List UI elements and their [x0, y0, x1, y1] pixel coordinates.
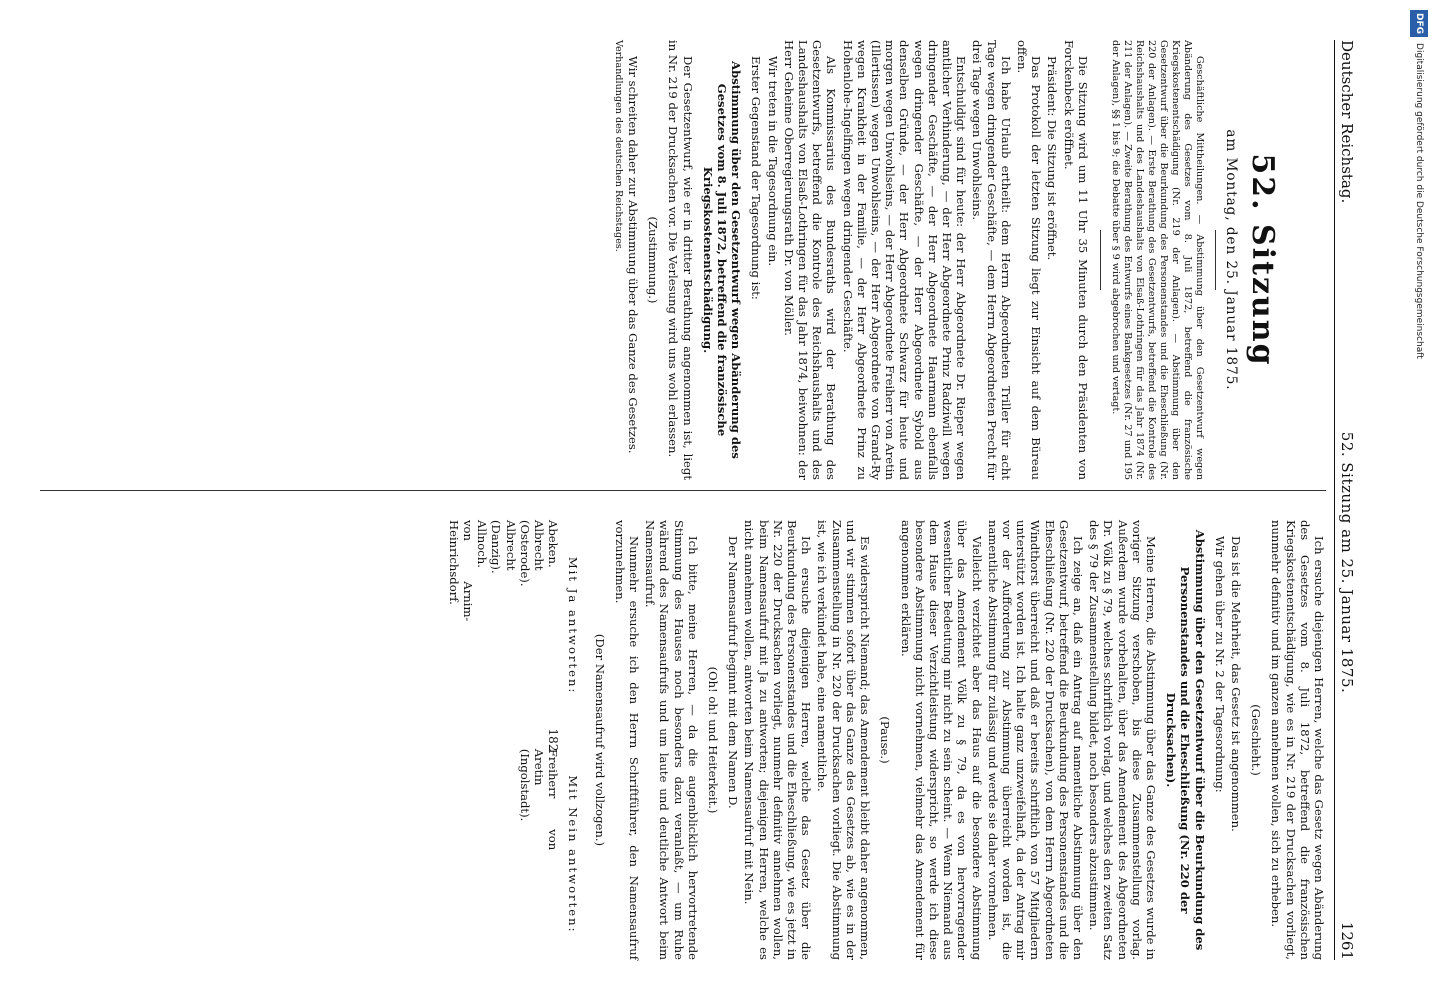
right-column — [447, 520, 1326, 960]
paragraph: Wir gehen über zu Nr. 2 der Tagesordnung: — [1212, 536, 1227, 793]
dfg-logo: DFG — [1410, 10, 1428, 37]
paragraph: Der Gesetzentwurf, wie er in dritter Berathung angenommen ist, liegt in Nr. 219 der Drucksachen vor. Die Verlesung wird uns wohl erlassen. — [666, 40, 695, 480]
paragraph: Der Namensaufruf beginnt mit dem Namen D. — [726, 536, 741, 809]
paragraph: Das Protokoll der letzten Sitzung liegt zur Einsicht auf dem Büreau offen. — [1014, 40, 1044, 480]
paragraph-note: (Der Namensaufruf wird vollzogen.) — [592, 633, 607, 847]
column-divider — [40, 490, 1326, 491]
agenda-heading: Abstimmung über den Gesetzentwurf über die Beurkundung des Personenstandes und die Eheschließung (Nr. 220 der Drucksachen). — [1164, 529, 1207, 951]
paragraph-note: (Oh! oh! und Heiterkeit.) — [706, 666, 721, 814]
paragraph: Erster Gegenstand der Tagesordnung ist: — [749, 56, 764, 300]
paragraph: Meine Herren, die Abstimmung über das Ganze des Gesetzes wurde in voriger Sitzung verschoben, bis diese Zusammenstellung vorlag. Außerdem wurde vorbehalten, über das Amendement des Abgeordneten Dr. Völk zu § 79, welches schriftlich vorlag, und welches den zweiten Satz des § 79 der Zusammenstellung bildet, noch besonders abzustimmen. — [1087, 520, 1158, 960]
paragraph: Nunmehr ersuche ich den Herrn Schriftführer, den Namensaufruf vorzunehmen. — [612, 520, 642, 960]
session-title: 52. Sitzung — [1245, 153, 1280, 367]
header-middle: 52. Sitzung am 25. Januar 1875. — [1338, 431, 1356, 694]
list-item: Albrecht (Danzig). — [489, 520, 518, 574]
paragraph: Ich ersuche diejenigen Herren, welche das Gesetz wegen Abänderung des Gesetzes vom 8. Juli 1872, betreffend die französischen Kriegskostenentschädigung, wie es in Nr. 219 der Drucksachen vorliegt, nunmehr definitiv und im ganzen annehmen wollen, sich zu erheben. — [1269, 520, 1326, 960]
nein-list — [447, 749, 587, 960]
list-item: Abeken. — [546, 520, 561, 568]
paragraph: Die Sitzung wird um 11 Uhr 35 Minuten durch den Präsidenten von Forckenbeck eröffnet. — [1061, 40, 1090, 480]
paragraph: Vielleicht verzichtet aber das Haus auf die besondere Abstimmung über das Amendement Völk zu § 79, da es von hervorragender wesentlicher Bedeutung mir nicht zu sein scheint. — Wenn Niemand aus dem Hause dieser Verzichtleistung widerspricht, so werde ich diese besondere Abstimmung nicht vornehmen, vielmehr das Amendement für angenommen erklären. — [898, 520, 984, 960]
title-rule — [1215, 230, 1216, 290]
paragraph: Wir treten in die Tagesordnung ein. — [765, 56, 780, 267]
vote-lists — [447, 520, 587, 960]
dfg-credit — [1410, 10, 1428, 990]
session-date: am Montag, den 25. Januar 1875. — [1223, 129, 1239, 391]
page-header — [1334, 40, 1362, 960]
paragraph-note: (Geschieht.) — [1249, 704, 1264, 776]
summary-rule — [1100, 230, 1101, 290]
session-summary: Geschäftliche Mittheilungen. — Abstimmung über den Gesetzentwurf wegen Abänderung des Gesetzes vom 8. Juli 1872, betreffend die französische Kriegskostenentschädigung (Nr. 219 der Anlagen). — Abstimmung über den Gesetzentwurf über die Beurkundung des Personenstandes und die Eheschließung (Nr. 220 der Anlagen). — Erste Berathung des Gesetzentwurfs, betreffend die Kontrole des Reichshaushalts und des Landeshaushalts von Elsaß-Lothringen für das Jahr 1874 (Nr. 211 der Anlagen). — Zweite Berathung des Entwurfs eines Bankgesetzes (Nr. 27 und 195 der Anlagen), §§ 1 bis 9; die Debatte über § 9 wird abgebrochen und vertagt. — [1109, 40, 1205, 480]
page-marker: 182 — [546, 728, 560, 752]
paragraph: Als Kommissarius des Bundesraths wird der Berathung des Gesetzentwurfs, betreffend die Kontrole des Reichshaushalts und des Landeshaushalts von Elsaß-Lothringen für das Jahr 1874, beiwohnen: der Herr Geheime Oberregierungsrath Dr. von Möller. — [781, 40, 839, 480]
paragraph: Ich bitte, meine Herren, — da die augenblicklich hervortretende Stimmung des Hauses noch besonders dazu veranlaßt, — um Ruhe während des Namensaufrufs und um laute und deutliche Antwort beim Namensaufruf. — [643, 520, 700, 960]
ja-names — [447, 520, 561, 621]
paragraph: Entschuldigt sind für heute: der Herr Abgeordnete Dr. Rieper wegen amtlicher Verhinderung, — der Herr Abgeordnete Prinz Radziwill wegen dringender Geschäfte, — der Herr Abgeordnete Haarmann ebenfalls wegen dringender Geschäfte, — der Herr Abgeordnete Sybold aus denselben Gründe, — der Herr Abgeordnete Schwarz für heute und morgen wegen Unwohlseins, — der Herr Abgeordnete Freiherr von Aretin (Illertissen) wegen Unwohlseins, — der Herr Abgeordnete von Grand-Ry wegen Krankheit in der Familie, — der Herr Abgeordnete Prinz zu Hohenlohe-Ingelfingen wegen dringender Geschäfte. — [840, 40, 969, 480]
paragraph-note: (Pause.) — [878, 716, 893, 764]
list-item: Freiherr von Aretin (Ingolstadt). — [517, 748, 561, 851]
paragraph-note: (Zustimmung.) — [646, 216, 661, 304]
paragraph: Ich zeige an, daß ein Antrag auf namentliche Abstimmung über den Gesetzentwurf, betreffend die Beurkundung des Personenstandes und die Eheschließung (Nr. 220 der Drucksachen), von dem Herrn Abgeordneten Windthorst überreicht und daß er bereits schriftlich von 57 Mitgliedern unterstützt worden ist. Ich halte ganz unzweifelhaft, da der Antrag mir vor der Aufforderung zur Abstimmung überreicht worden ist, die namentliche Abstimmung für zulässig und werde sie daher vornehmen. — [985, 520, 1085, 960]
paragraph: Wir schreiten daher zur Abstimmung über das Ganze des Gesetzes. — [625, 56, 640, 454]
list-item: Allnoch. — [475, 520, 490, 568]
paragraph: Das ist die Mehrheit, das Gesetz ist angenommen. — [1228, 536, 1243, 832]
paragraph: Es widerspricht Niemand; das Amendement bleibt daher angenommen, und wir stimmen sofort über das Ganze des Gesetzes ab, wie es in der Zusammenstellung in Nr. 220 der Drucksachen vorliegt. Die Abstimmung ist, wie ich verkündet habe, eine namentliche. — [815, 520, 873, 960]
dfg-text: Digitalisierung gefördert durch die Deutsche Forschungsgemeinschaft — [1414, 43, 1424, 359]
ja-label: Mit Ja antworten: — [566, 556, 581, 695]
dfg-sidebar — [1410, 10, 1428, 990]
agenda-heading: Abstimmung über den Gesetzentwurf wegen Abänderung des Gesetzes vom 8. Juli 1872, betreffend die französische Kriegskostenentschädigung. — [700, 61, 744, 459]
ja-list — [447, 520, 587, 731]
paragraph: Ich habe Urlaub ertheilt: dem Herrn Abgeordneten Triller für acht Tage wegen dringender Geschäfte, — dem Herrn Abgeordneten Precht für drei Tage wegen Unwohlseins. — [970, 40, 1013, 480]
footer-note: Verhandlungen des deutschen Reichstages. — [612, 40, 624, 252]
list-item: Albrecht (Osterode). — [517, 520, 547, 587]
header-left: Deutscher Reichstag. — [1338, 40, 1356, 204]
paragraph: Ich ersuche diejenigen Herren, welche das Gesetz über die Beurkundung des Personenstandes und die Eheschließung, wie es jetzt in Nr. 220 der Drucksachen vorliegt, nunmehr definitiv annehmen wollen, beim Namensaufruf mit Ja zu antworten; diejenigen Herren, welche es nicht annehmen wollen, antworten beim Namensaufruf mit Nein. — [742, 520, 814, 960]
page-number: 1261 — [1338, 921, 1356, 960]
list-item: von Arnim-Heinrichsdorf. — [446, 520, 476, 622]
left-column — [610, 40, 1326, 480]
paragraph: Präsident: Die Sitzung ist eröffnet. — [1045, 56, 1060, 261]
nein-label: Mit Nein antworten: — [566, 775, 581, 934]
